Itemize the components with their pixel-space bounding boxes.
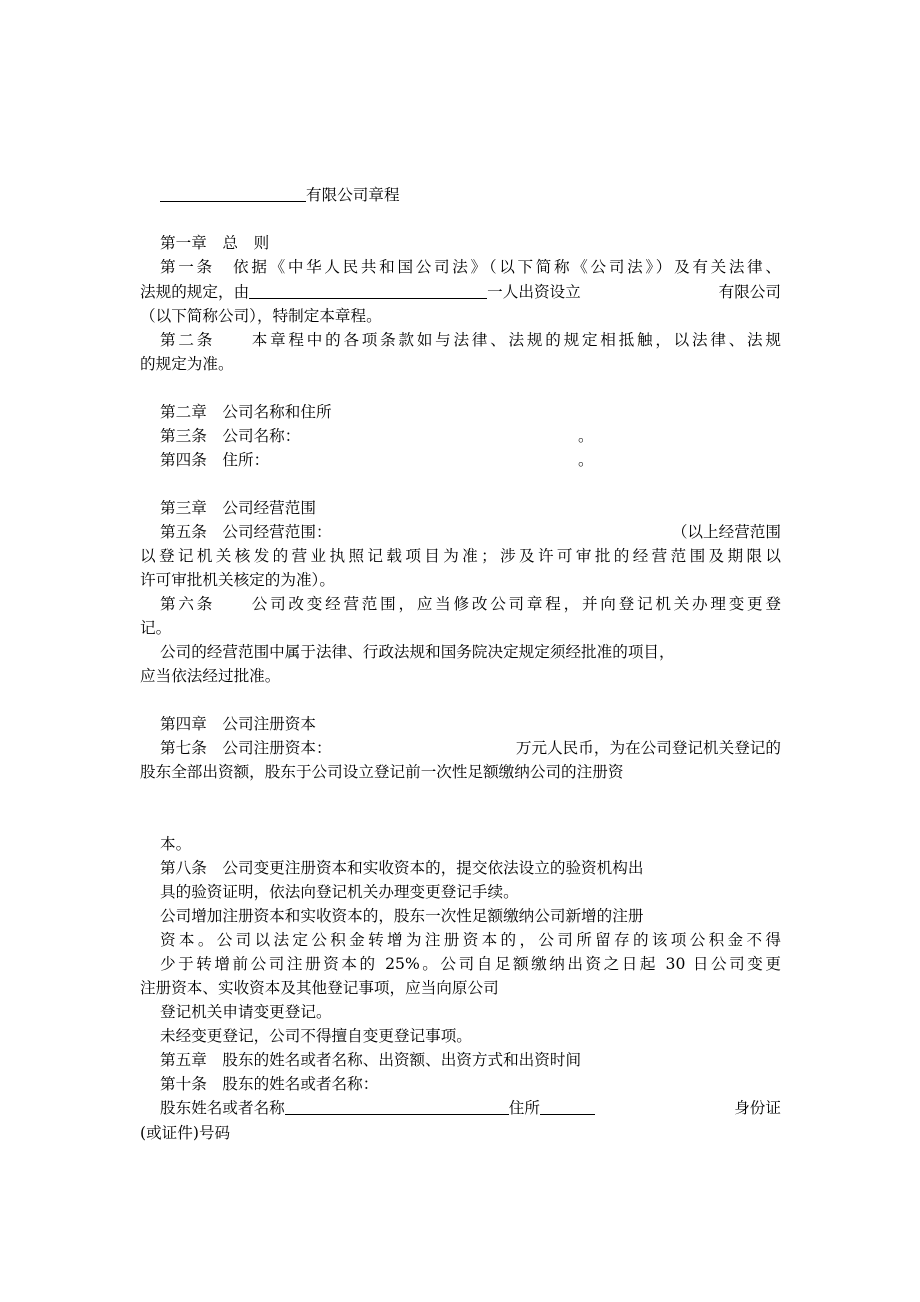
article-2-line-1: 第二条 本章程中的各项条款如与法律、法规的规定相抵触，以法律、法规 (160, 331, 781, 349)
article-7-line-3: 本。 (160, 835, 192, 853)
article-8-line-8: 未经变更登记，公司不得擅自变更登记事项。 (160, 1027, 472, 1045)
article-5-line-3: 许可审批机关核定的为准）。 (140, 571, 335, 589)
article-6-line-1: 第六条 公司改变经营范围，应当修改公司章程，并向登记机关办理变更登 (160, 595, 781, 613)
chapter-4-heading: 第四章 公司注册资本 (160, 715, 316, 733)
article-3-end: 。 (578, 427, 594, 445)
article-4 (160, 449, 594, 471)
article-6-line-4: 应当依法经过批准。 (140, 667, 281, 685)
article-4-label: 第四条 住所： (160, 451, 270, 469)
article-8-line-7: 登记机关申请变更登记。 (160, 1003, 332, 1021)
article-1-text-a: 法规的规定，由 (140, 283, 250, 301)
shareholder-line (160, 1097, 781, 1119)
article-6-line-3: 公司的经营范围中属于法律、行政法规和国务院决定规定须经批准的项目， (160, 643, 675, 661)
article-5-line-2: 以登记机关核发的营业执照记载项目为准；涉及许可审批的经营范围及期限以 (140, 547, 781, 565)
chapter-2-heading: 第二章 公司名称和住所 (160, 403, 332, 421)
article-1-line-2 (140, 281, 781, 303)
article-5-label: 第五条 公司经营范围： (160, 523, 332, 541)
article-1-line-1: 第一条 依据《中华人民共和国公司法》（以下简称《公司法》）及有关法律、 (160, 258, 781, 276)
article-8-line-4: 资本。公司以法定公积金转增为注册资本的，公司所留存的该项公积金不得 (160, 931, 781, 949)
shareholder-id-label-2: (或证件)号码 (140, 1124, 231, 1142)
article-3 (160, 425, 594, 447)
article-7-tail: 万元人民币，为在公司登记机关登记的 (515, 739, 781, 757)
chapter-5-heading: 第五章 股东的姓名或者名称、出资额、出资方式和出资时间 (160, 1051, 582, 1069)
article-8-line-2: 具的验资证明，依法向登记机关办理变更登记手续。 (160, 883, 519, 901)
article-10-line-1: 第十条 股东的姓名或者名称： (160, 1075, 379, 1093)
company-name-blank (160, 185, 306, 202)
article-1-text-c: 有限公司 (718, 283, 781, 301)
shareholder-address-label: 住所 (508, 1099, 540, 1117)
article-8-line-1: 第八条 公司变更注册资本和实收资本的，提交依法设立的验资机构出 (160, 859, 644, 877)
article-8-line-6: 注册资本、实收资本及其他登记事项，应当向原公司 (140, 979, 499, 997)
article-5-tail: （以上经营范围 (671, 523, 781, 541)
article-2-line-2: 的规定为准。 (140, 355, 234, 373)
article-7-line-1 (160, 737, 781, 759)
shareholder-id-label: 身份证 (734, 1099, 781, 1117)
shareholder-name-label: 股东姓名或者名称 (160, 1099, 285, 1117)
article-6-line-2: 记。 (140, 619, 172, 637)
article-1-text-b: 一人出资设立 (487, 283, 581, 301)
shareholder-address-blank (540, 1098, 595, 1115)
article-7-line-2: 股东全部出资额，股东于公司设立登记前一次性足额缴纳公司的注册资 (140, 763, 624, 781)
article-4-end: 。 (578, 451, 594, 469)
chapter-1-heading: 第一章 总 则 (160, 234, 270, 252)
article-1-line-3: （以下简称公司），特制定本章程。 (140, 307, 382, 325)
shareholder-name-blank (285, 1098, 509, 1115)
article-8-line-5: 少于转增前公司注册资本的 25%。公司自足额缴纳出资之日起 30 日公司变更 (160, 955, 781, 973)
article-3-label: 第三条 公司名称： (160, 427, 301, 445)
article-7-label: 第七条 公司注册资本： (160, 739, 332, 757)
article-5-line-1 (160, 521, 781, 543)
title-text: 有限公司章程 (306, 186, 400, 204)
chapter-3-heading: 第三章 公司经营范围 (160, 499, 316, 517)
article-8-line-3: 公司增加注册资本和实收资本的，股东一次性足额缴纳公司新增的注册 (160, 907, 644, 925)
investor-blank (249, 282, 487, 299)
document-title (160, 184, 400, 206)
